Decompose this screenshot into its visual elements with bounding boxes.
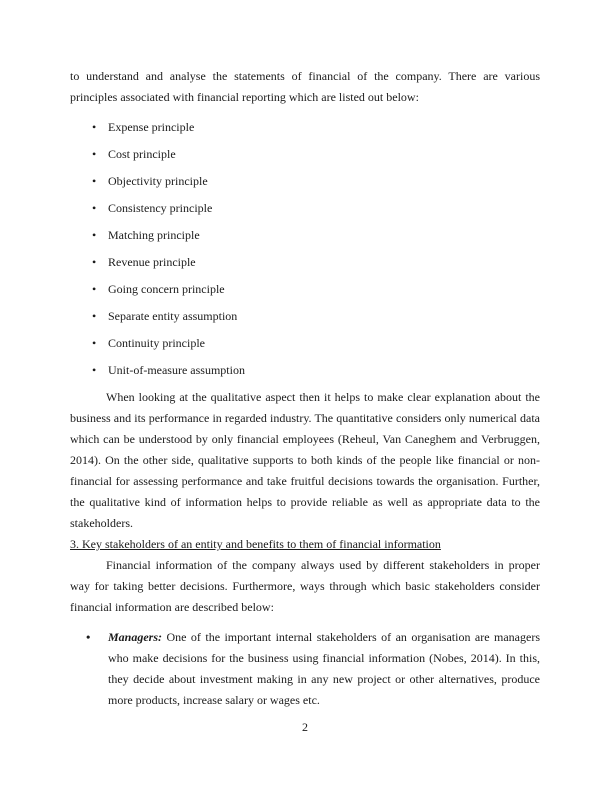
principles-list [70,117,540,381]
stakeholders-list [70,627,540,711]
principle-list-item: • Continuity principle [70,333,540,354]
principle-list-item: • Unit-of-measure assumption [70,360,540,381]
paragraph-qualitative: When looking at the qualitative aspect then it helps to make clear explanation about the business and its performance in regarded industry. The quantitative considers only numerical data which can be understood by only financial employees (Reheul, Van Caneghem and Verbruggen, 2014). On the other side, qualitative supports to both kinds of the people like financial or non-financial for assessing performance and take fruitful decisions towards the organisation. Further, the qualitative kind of information helps to provide reliable as well as appropriate data to the stakeholders. [70,390,540,530]
paragraph-stakeholders-intro: Financial information of the company always used by different stakeholders in proper way for taking better decisions. Furthermore, ways through which basic stakeholders consider financial information are described below: [70,558,540,614]
principle-list-item: • Cost principle [70,144,540,165]
paragraph-intro: to understand and analyse the statements of financial of the company. There are various principles associated with financial reporting which are listed out below: [70,69,540,104]
principle-list-item: • Going concern principle [70,279,540,300]
page-number: 2 [302,720,308,734]
principle-list-item: • Separate entity assumption [70,306,540,327]
stakeholder-term: Managers: [108,630,163,644]
principle-list-item: • Expense principle [70,117,540,138]
principle-list-item: • Matching principle [70,225,540,246]
principle-list-item: • Objectivity principle [70,171,540,192]
stakeholder-list-item: • Managers: One of the important internal stakeholders of an organisation are managers who make decisions for the business using financial information (Nobes, 2014). In this, they decide about investment making in any new project or other alternatives, produce more products, increase salary or wages etc. [70,627,540,711]
principle-list-item: • Consistency principle [70,198,540,219]
principle-list-item: • Revenue principle [70,252,540,273]
section-heading: 3. Key stakeholders of an entity and benefits to them of financial information [70,537,441,551]
